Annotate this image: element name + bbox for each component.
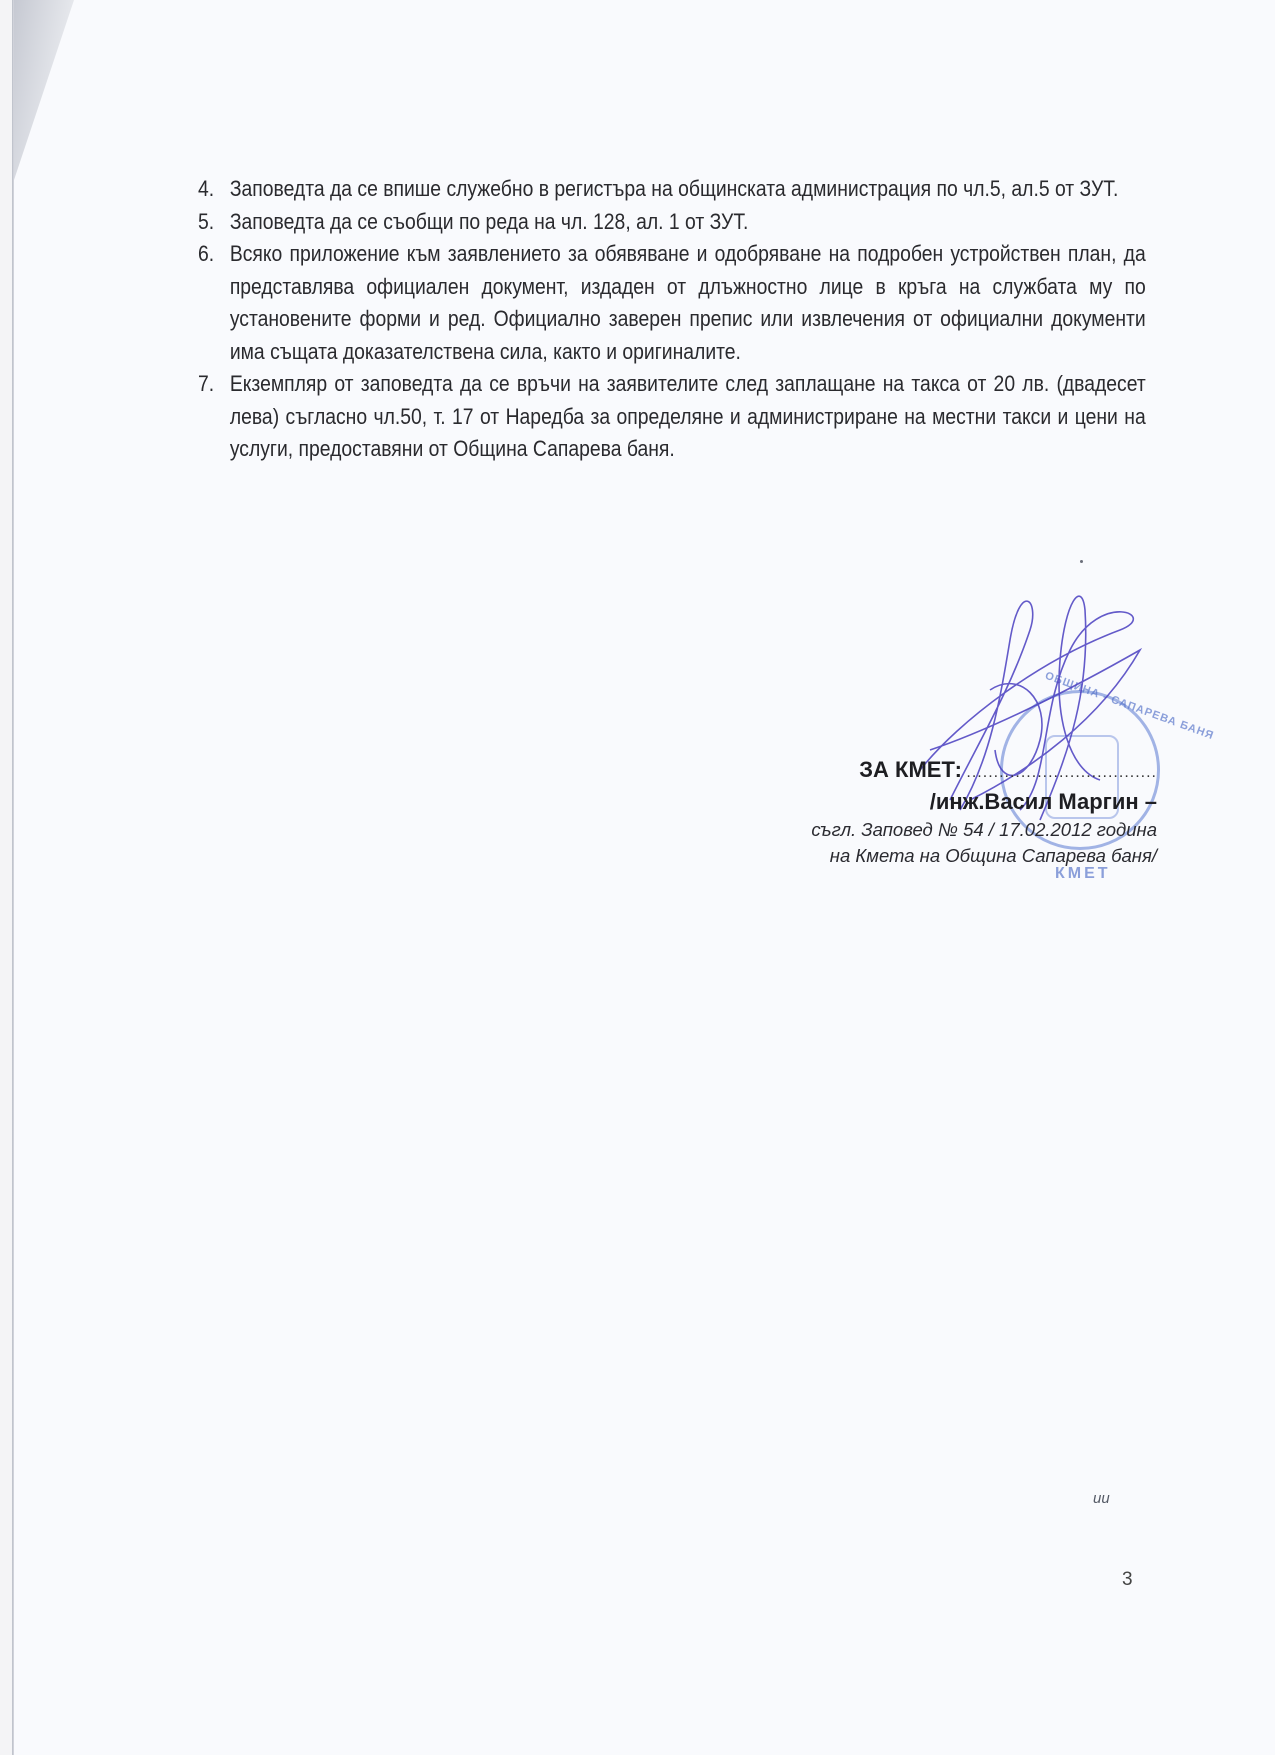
item-text: Заповедта да се съобщи по реда на чл. 128, ал. 1 от ЗУТ. <box>229 208 749 234</box>
page-number: 3 <box>1122 1569 1133 1590</box>
authorization-basis-line2: на Кмета на Община Сапарева баня/ <box>829 845 1157 866</box>
item-number: 6. <box>198 241 215 266</box>
document-body <box>198 173 1146 466</box>
signature-block <box>811 757 1157 867</box>
authorization-basis-line1: съгл. Заповед № 54 / 17.02.2012 година <box>811 819 1157 840</box>
item-number: 5. <box>198 208 215 234</box>
list-item <box>198 238 1146 368</box>
for-mayor-label: ЗА КМЕТ: <box>859 757 962 782</box>
page-fold-shadow <box>14 0 74 180</box>
stamp-bottom-text: КМЕТ <box>1055 865 1111 882</box>
order-items-list <box>198 173 1146 466</box>
list-item <box>198 173 1146 206</box>
initials: ии <box>1093 1490 1110 1507</box>
item-number: 4. <box>198 176 215 201</box>
signature-line: ................................... <box>966 764 1157 781</box>
item-text: Заповедта да се впише служебно в регистъра на общинската администрация по чл.5, ал.5 от ЗУТ. <box>229 176 1119 201</box>
list-item <box>198 206 1146 239</box>
stamp-top-text: ОБЩИНА - САПАРЕВА БАНЯ <box>1043 669 1216 743</box>
signatory-name: /инж.Васил Маргин – <box>929 789 1157 814</box>
item-text: Всяко приложение към заявлението за обявяване и одобряване на подробен устройствен план, да представлява официален документ, издаден от длъжностно лице в кръга на службата му по установените форми и ред. Официално заверен препис или извлечения от официални документи има същата доказателствена сила, както и оригиналите. <box>229 241 1146 364</box>
scan-edge <box>0 0 14 1755</box>
item-text: Екземпляр от заповедта да се връчи на заявителите след заплащане на такса от 20 лв. (двадесет лева) съгласно чл.50, т. 17 от Наредба за определяне и администриране на местни такси и цени на услуги, предоставяни от Община Сапарева баня. <box>229 371 1146 461</box>
scan-speck <box>1080 560 1083 563</box>
list-item <box>198 368 1146 466</box>
item-number: 7. <box>198 371 215 396</box>
